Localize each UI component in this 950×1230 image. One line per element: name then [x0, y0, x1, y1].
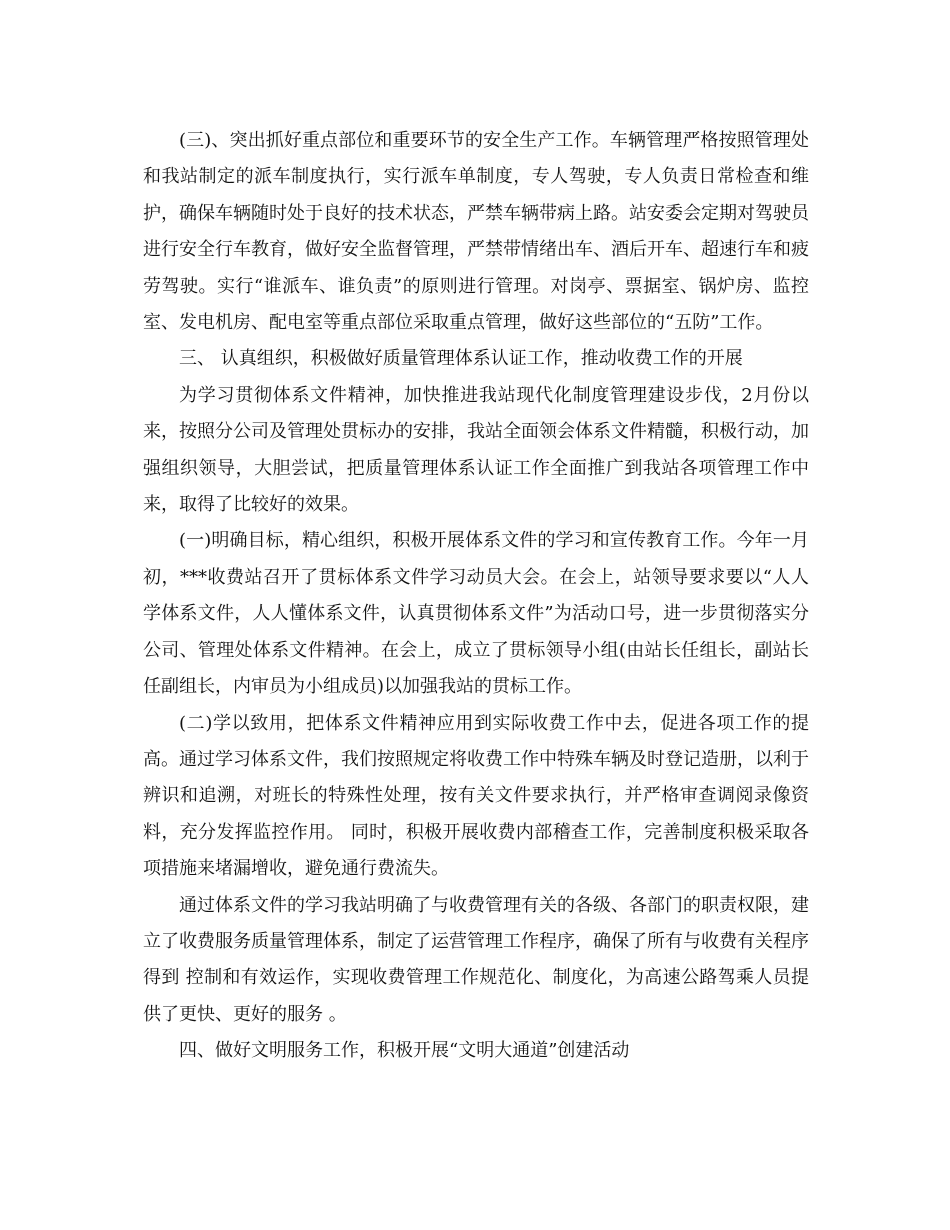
paragraph-safety-key-areas: (三)、突出抓好重点部位和重要环节的安全生产工作。车辆管理严格按照管理处和我站制定的派车制度执行，实行派车单制度，专人驾驶，专人负责日常检查和维护，确保车辆随时处于良好的技术状态，严禁车辆带病上路。站安委会定期对驾驶员进行安全行车教育，做好安全监督管理，严禁带情绪出车、酒后开车、超速行车和疲劳驾驶。实行“谁派车、谁负责”的原则进行管理。对岗亭、票据室、锅炉房、监控室、发电机房、配电室等重点部位采取重点管理，做好这些部位的“五防”工作。: [143, 130, 809, 334]
paragraph-quality-system-intro: 为学习贯彻体系文件精神，加快推进我站现代化制度管理建设步伐，2月份以来，按照分公司及管理处贯标办的安排，我站全面领会体系文件精髓，积极行动，加强组织领导，大胆尝试，把质量管理体系认证工作全面推广到我站各项管理工作中来，取得了比较好的效果。: [143, 384, 809, 516]
document-body: [143, 123, 809, 1070]
paragraph-apply-learning: (二)学以致用，把体系文件精神应用到实际收费工作中去，促进各项工作的提高。通过学习体系文件，我们按照规定将收费工作中特殊车辆及时登记造册，以利于辨识和追溯，对班长的特殊性处理，按有关文件要求执行，并严格审查调阅录像资料，充分发挥监控作用。 同时，积极开展收费内部稽查工作，完善制度积极采取各项措施来堵漏增收，避免通行费流失。: [143, 712, 809, 880]
heading-section-four: 四、做好文明服务工作，积极开展“文明大通道”创建活动: [179, 1040, 630, 1062]
paragraph-clear-goals: (一)明确目标，精心组织，积极开展体系文件的学习和宣传教育工作。今年一月初，***收费站召开了贯标体系文件学习动员大会。在会上，站领导要求要以“人人学体系文件，人人懂体系文件，认真贯彻体系文件”为活动口号，进一步贯彻落实分公司、管理处体系文件精神。在会上，成立了贯标领导小组(由站长任组长，副站长任副组长，内审员为小组成员)以加强我站的贯标工作。: [143, 530, 809, 698]
paragraph-system-results: 通过体系文件的学习我站明确了与收费管理有关的各级、各部门的职责权限，建立了收费服务质量管理体系，制定了运营管理工作程序，确保了所有与收费有关程序得到 控制和有效运作，实现收费管理工作规范化、制度化，为高速公路驾乘人员提供了更快、更好的服务 。: [143, 894, 809, 1025]
heading-section-three: 三、 认真组织，积极做好质量管理体系认证工作，推动收费工作的开展: [179, 348, 743, 370]
